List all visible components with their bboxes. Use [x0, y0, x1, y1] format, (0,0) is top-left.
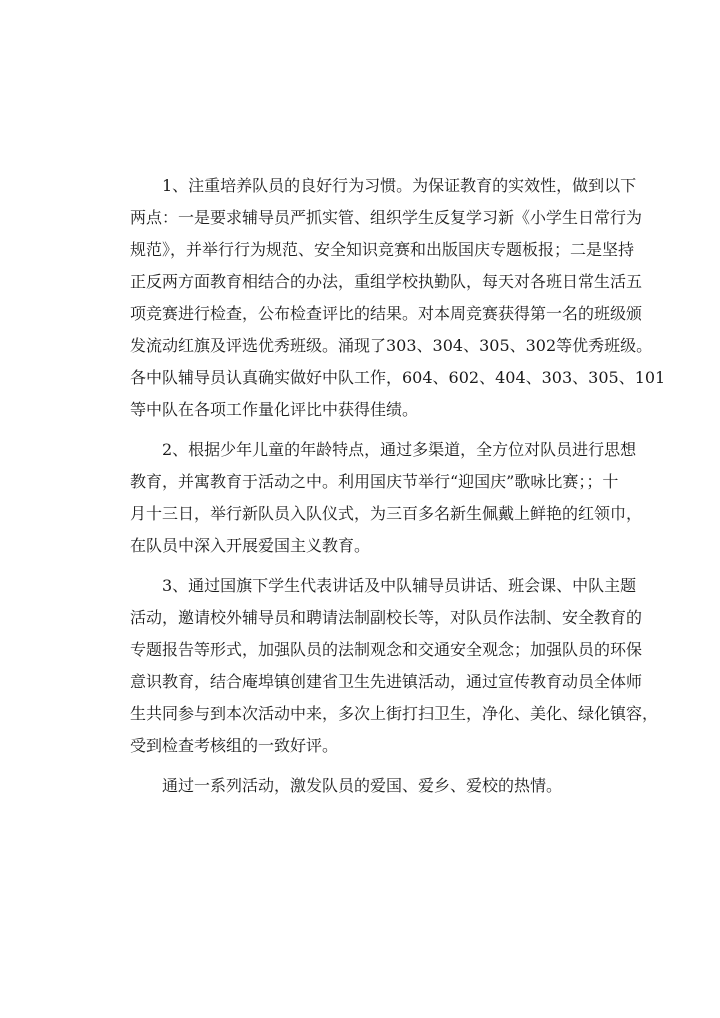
paragraph-line: 各中队辅导员认真确实做好中队工作，604、602、404、303、305、101	[130, 368, 666, 387]
paragraph-line: 等中队在各项工作量化评比中获得佳绩。	[130, 400, 419, 419]
paragraph-line: 项竞赛进行检查，公布检查评比的结果。对本周竞赛获得第一名的班级颁	[130, 304, 643, 323]
paragraph-line: 意识教育，结合庵埠镇创建省卫生先进镇活动，通过宣传教育动员全体师	[130, 672, 643, 691]
paragraph-line: 规范》，并举行行为规范、安全知识竞赛和出版国庆专题板报；二是坚持	[130, 240, 635, 259]
paragraph-line: 两点：一是要求辅导员严抓实管、组织学生反复学习新《小学生日常行为	[130, 208, 643, 227]
paragraph-line: 月十三日，举行新队员入队仪式，为三百多名新生佩戴上鲜艳的红领巾，	[130, 504, 643, 523]
paragraph-line: 活动，邀请校外辅导员和聘请法制副校长等，对队员作法制、安全教育的	[130, 608, 643, 627]
paragraph-1	[130, 170, 666, 426]
paragraph-line: 受到检查考核组的一致好评。	[130, 736, 339, 755]
paragraph-spacer	[130, 562, 600, 570]
paragraph-4	[130, 770, 600, 802]
paragraph-spacer	[130, 762, 600, 770]
paragraph-3	[130, 570, 659, 762]
paragraph-line: 专题报告等形式，加强队员的法制观念和交通安全观念；加强队员的环保	[130, 640, 643, 659]
paragraph-line: 通过一系列活动，激发队员的爱国、爱乡、爱校的热情。	[162, 776, 563, 795]
paragraph-2	[130, 434, 643, 562]
paragraph-line: 教育，并寓教育于活动之中。利用国庆节举行“迎国庆”歌咏比赛；；十	[130, 472, 619, 491]
paragraph-line: 2、根据少年儿童的年龄特点，通过多渠道，全方位对队员进行思想	[162, 440, 637, 459]
document-body	[130, 170, 666, 802]
paragraph-line: 1、注重培养队员的良好行为习惯。为保证教育的实效性，做到以下	[162, 176, 637, 195]
paragraph-line: 发流动红旗及评选优秀班级。涌现了303、304、305、302等优秀班级。	[130, 336, 653, 355]
paragraph-spacer	[130, 426, 600, 434]
paragraph-line: 正反两方面教育相结合的办法，重组学校执勤队，每天对各班日常生活五	[130, 272, 643, 291]
paragraph-line: 3、通过国旗下学生代表讲话及中队辅导员讲话、班会课、中队主题	[162, 576, 637, 595]
paragraph-line: 在队员中深入开展爱国主义教育。	[130, 536, 371, 555]
paragraph-line: 生共同参与到本次活动中来，多次上街打扫卫生，净化、美化、绿化镇容，	[130, 704, 659, 723]
